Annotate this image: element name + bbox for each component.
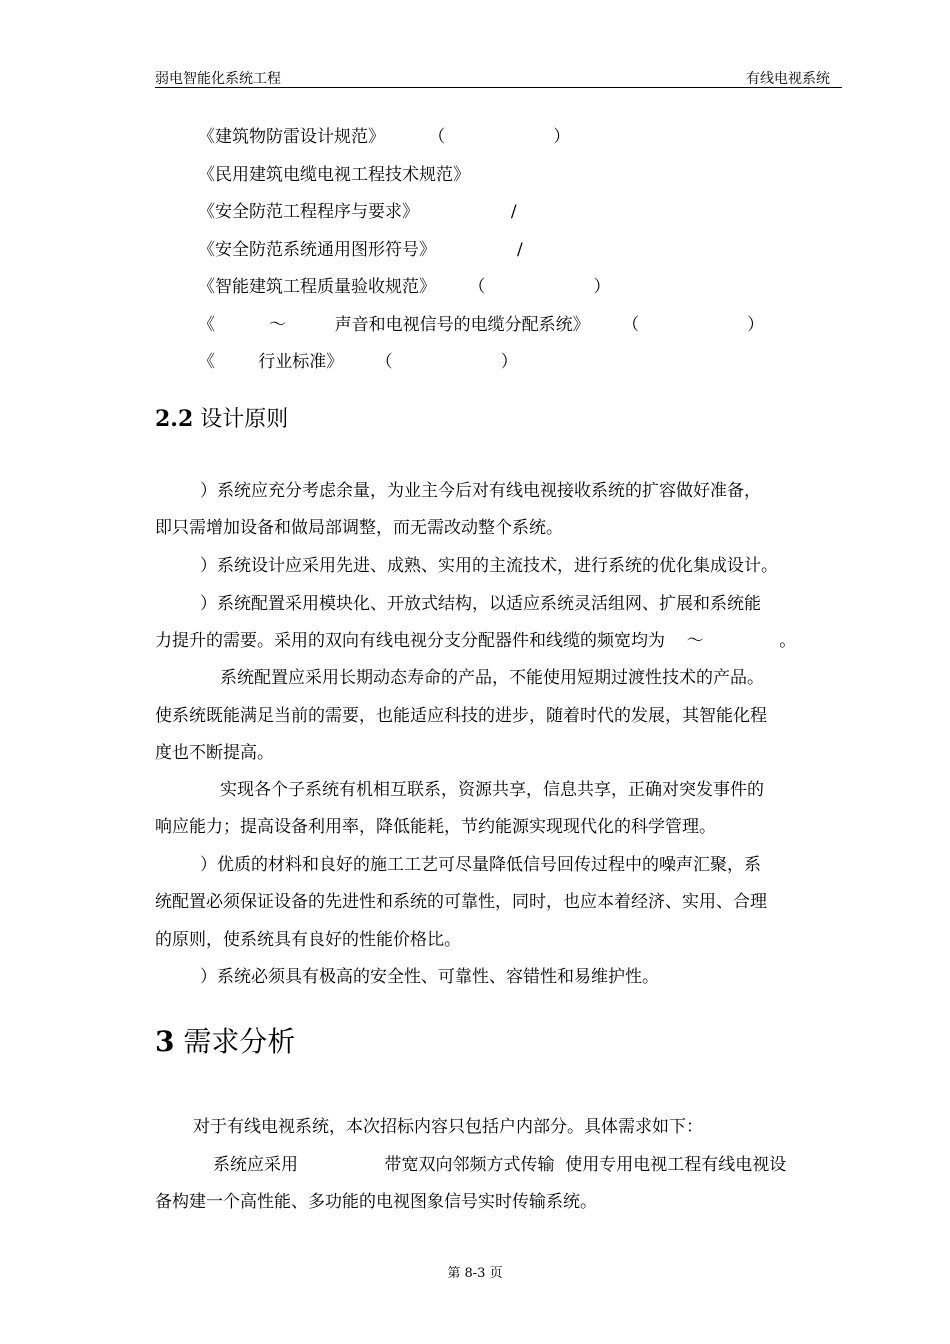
paragraph-line: 力提升的需要。采用的双向有线电视分支分配器件和线缆的频宽均为 ～ 。 [155, 631, 797, 651]
paragraph-line: 响应能力；提高设备利用率，降低能耗，节约能源实现现代化的科学管理。 [155, 817, 716, 837]
section-heading [155, 402, 288, 433]
paragraph-line: ）系统应充分考虑余量，为业主今后对有线电视接收系统的扩容做好准备， [200, 481, 761, 501]
paragraph-line: 系统配置应采用长期动态寿命的产品，不能使用短期过渡性技术的产品。 [220, 668, 764, 688]
paragraph-line: 统配置必须保证设备的先进性和系统的可靠性，同时，也应本着经济、实用、合理 [155, 892, 767, 912]
paragraph-line: ）优质的材料和良好的施工工艺可尽量降低信号回传过程中的噪声汇聚，系 [200, 855, 761, 875]
paragraph-line: 度也不断提高。 [155, 743, 274, 763]
reference-item: 《智能建筑工程质量验收规范》 （ ） [198, 277, 611, 297]
paragraph-line: ）系统配置采用模块化、开放式结构，以适应系统灵活组网、扩展和系统能 [200, 594, 761, 614]
page-number: 第 8-3 页 [447, 1266, 503, 1281]
reference-item: 《安全防范工程程序与要求》 / [198, 202, 517, 222]
paragraph-line: 使系统既能满足当前的需要，也能适应科技的进步，随着时代的发展，其智能化程 [155, 706, 767, 726]
header-left-title: 弱电智能化系统工程 [155, 71, 281, 87]
section-number: 2.2 [155, 406, 194, 432]
paragraph-line: ）系统必须具有极高的安全性、可靠性、容错性和易维护性。 [200, 967, 659, 987]
section-title: 设计原则 [200, 407, 289, 432]
paragraph-line: 备构建一个高性能、多功能的电视图象信号实时传输系统。 [155, 1192, 597, 1212]
chapter-title: 需求分析 [183, 1025, 296, 1058]
paragraph-line: 实现各个子系统有机相互联系，资源共享，信息共享，正确对突发事件的 [220, 780, 764, 800]
paragraph-line: 对于有线电视系统，本次招标内容只包括户内部分。具体需求如下： [193, 1117, 703, 1137]
paragraph-line: 系统应采用 带宽双向邻频方式传输 使用专用电视工程有线电视设 [213, 1155, 787, 1175]
reference-item: 《 ～ 声音和电视信号的电缆分配系统》 （ ） [198, 315, 765, 335]
paragraph-line: 即只需增加设备和做局部调整，而无需改动整个系统。 [155, 518, 563, 538]
reference-item: 《 行业标准》 （ ） [198, 352, 518, 372]
chapter-number: 3 [155, 1025, 175, 1058]
paragraph-line: ）系统设计应采用先进、成熟、实用的主流技术，进行系统的优化集成设计。 [200, 556, 778, 576]
header-right-title: 有线电视系统 [746, 71, 830, 87]
chapter-heading [155, 1020, 295, 1060]
reference-item: 《民用建筑电缆电视工程技术规范》 [198, 165, 470, 185]
reference-item: 《建筑物防雷设计规范》 （ ） [198, 127, 571, 147]
header-divider [155, 87, 842, 88]
reference-item: 《安全防范系统通用图形符号》 / [198, 240, 523, 260]
paragraph-line: 的原则，使系统具有良好的性能价格比。 [155, 930, 461, 950]
